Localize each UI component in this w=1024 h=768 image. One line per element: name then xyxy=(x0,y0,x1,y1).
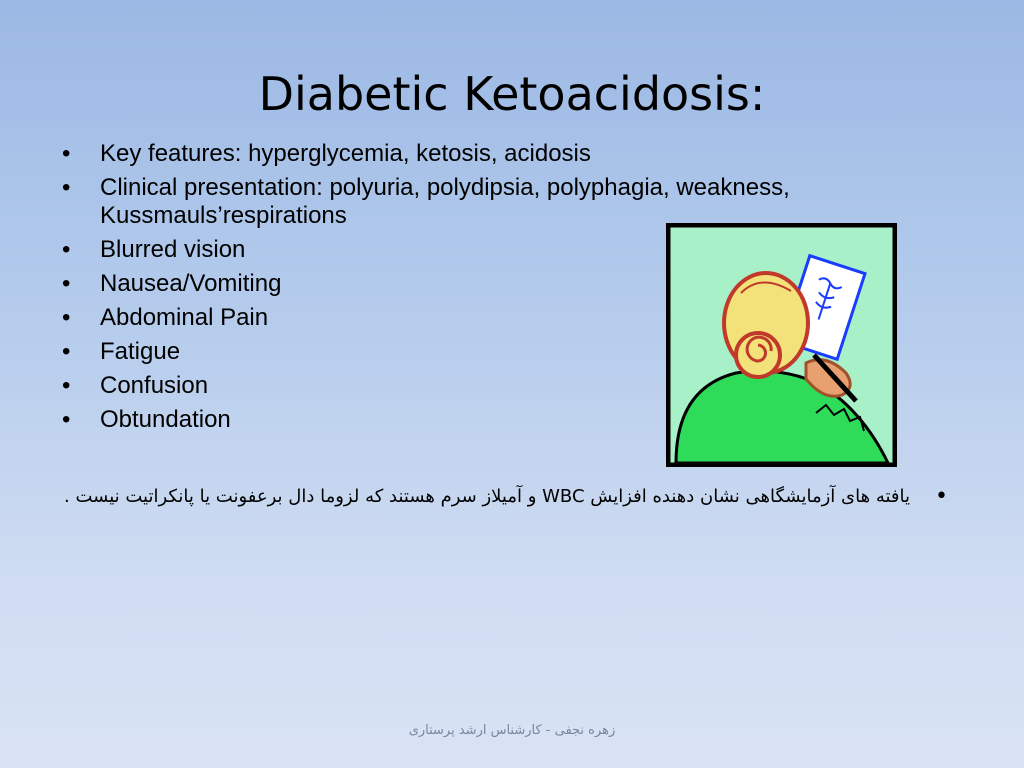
bullet-item: • Confusion xyxy=(62,372,942,400)
nurse-clipart-image xyxy=(666,223,897,467)
bullet-item: • Abdominal Pain xyxy=(62,304,942,332)
bullet-marker: • xyxy=(935,484,948,509)
rtl-bullet-text: یافته های آزمایشگاهی نشان دهنده افزایش WBC و آمیلاز سرم هستند که لزوما دال برعفونت یا پانکراتیت نیست . xyxy=(64,486,910,507)
bullet-item: • Key features: hyperglycemia, ketosis, acidosis xyxy=(62,140,942,168)
bullet-item: • Clinical presentation: polyuria, polydipsia, polyphagia, weakness, Kussmauls’respirations xyxy=(62,174,960,230)
bullet-item: • Obtundation xyxy=(62,406,942,434)
footer-text: زهره نجفی - کارشناس ارشد پرستاری xyxy=(408,723,616,738)
nurse-writing-icon xyxy=(666,223,897,467)
bullet-item: • Nausea/Vomiting xyxy=(62,270,942,298)
rtl-bullet xyxy=(58,482,948,511)
bullet-item: • Fatigue xyxy=(62,338,942,366)
slide-title: Diabetic Ketoacidosis: xyxy=(258,67,766,121)
bullet-item: • Blurred vision xyxy=(62,236,942,264)
